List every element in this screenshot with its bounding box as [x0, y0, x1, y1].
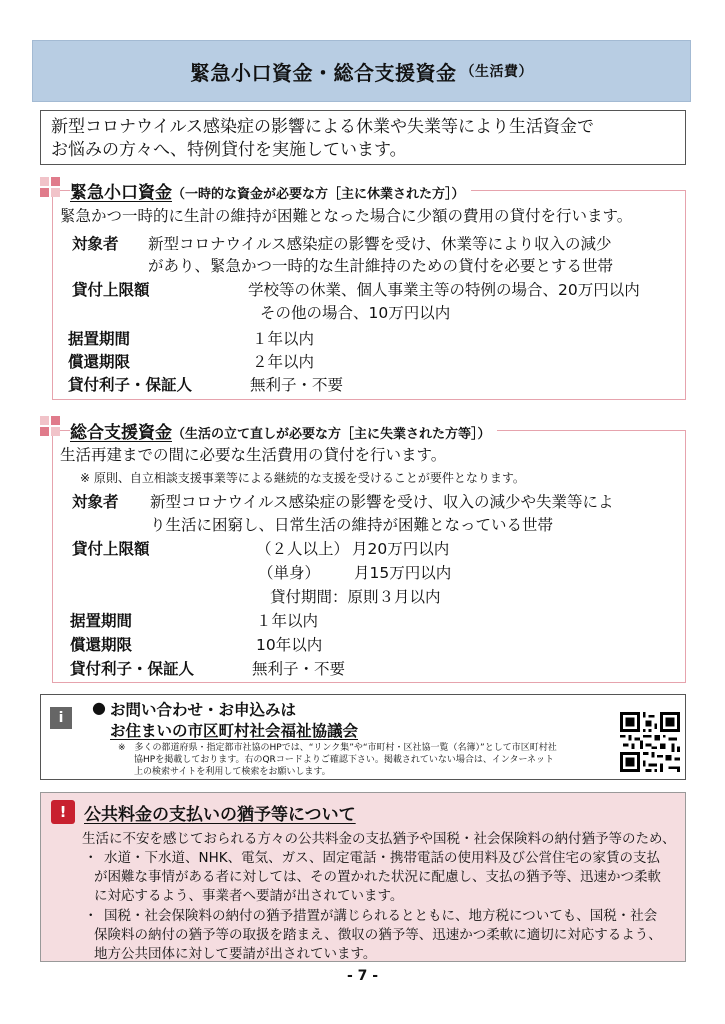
intro-box [40, 110, 686, 165]
general-interest-label: 貸付利子・保証人 [70, 660, 195, 678]
info-icon: i [50, 707, 72, 729]
general-note: ※ 原則、自立相談支援事業等による継続的な支援を受けることが要件となります。 [80, 471, 525, 485]
general-title-main: 総合支援資金 [70, 423, 172, 443]
emergency-target-line-2: があり、緊急かつ一時的な生計維持のための貸付を必要とする世帯 [148, 257, 614, 275]
public-fees-item2-line-3: 地方公共団体に対して要請が出されています。 [94, 946, 377, 962]
public-fees-title: 公共料金の支払いの猶予等について [84, 805, 356, 825]
general-limit-single-value: 月15万円以内 [354, 564, 452, 582]
public-fees-item1-line-1: 水道・下水道、NHK、電気、ガス、固定電話・携帯電話の使用料及び公営住宅の家賃の支払 [104, 850, 661, 866]
qr-code-icon[interactable] [620, 712, 680, 772]
general-target-label: 対象者 [72, 493, 119, 511]
intro-line-1: 新型コロナウイルス感染症の影響による休業や失業等により生活資金で [51, 117, 594, 137]
emergency-limit-line-2: その他の場合、10万円以内 [260, 304, 451, 322]
section-marker-icon [40, 416, 62, 438]
emergency-interest-value: 無利子・不要 [250, 376, 344, 394]
emergency-target-label: 対象者 [72, 235, 119, 253]
general-grace-value: １年以内 [256, 612, 319, 630]
bullet-icon: ・ [84, 908, 98, 924]
public-fees-item2-line-1: 国税・社会保険料の納付の猶予措置が講じられるとともに、地方税についても、国税・社会 [104, 908, 658, 924]
general-grace-label: 据置期間 [70, 612, 133, 630]
general-limit-label: 貸付上限額 [72, 540, 150, 558]
bullet-icon: ・ [84, 850, 98, 866]
emergency-repay-label: 償還期限 [68, 353, 131, 371]
public-fees-item2-line-2: 保険料の納付の猶予等の取扱を踏まえ、徴収の猶予等、迅速かつ柔軟に適切に対応するよう、 [94, 927, 662, 943]
alert-icon: ! [51, 800, 75, 824]
emergency-title-note: （一時的な資金が必要な方［主に休業された方］） [172, 187, 465, 202]
emergency-target-line-1: 新型コロナウイルス感染症の影響を受け、休業等により収入の減少 [148, 235, 612, 253]
public-fees-item1-line-2: が困難な事情がある者に対しては、その置かれた状況に配慮し、支払の猶予等、迅速かつ柔軟 [94, 869, 661, 885]
section-marker-icon [40, 177, 62, 199]
public-fees-item1-line-3: に対応するよう、事業者へ要請が出されています。 [94, 888, 404, 904]
general-target-line-1: 新型コロナウイルス感染症の影響を受け、収入の減少や失業等によ [150, 493, 614, 511]
emergency-interest-label: 貸付利子・保証人 [68, 376, 193, 394]
emergency-title-main: 緊急小口資金 [70, 183, 172, 203]
emergency-title [70, 178, 471, 203]
emergency-limit-line-1: 学校等の休業、個人事業主等の特例の場合、20万円以内 [248, 281, 640, 299]
page-header [32, 40, 691, 102]
general-interest-value: 無利子・不要 [252, 660, 346, 678]
contact-note-line-3: 上の検索サイトを利用して検索をお願いします。 [134, 767, 331, 777]
page-number: - 7 - [346, 968, 379, 984]
general-limit-multi-label: （２人以上） [256, 540, 350, 558]
public-fees-intro: 生活に不安を感じておられる方々の公共料金の支払猶予や国税・社会保険料の納付猶予等のため、 [82, 831, 676, 847]
contact-line-2: お住まいの市区町村社会福祉協議会 [110, 722, 359, 740]
general-title-note: （生活の立て直しが必要な方［主に失業された方等］） [172, 427, 491, 442]
intro-line-2: お悩みの方々へ、特例貸付を実施しています。 [51, 140, 407, 160]
general-repay-value: 10年以内 [256, 636, 323, 654]
contact-line-1: お問い合わせ・お申込みは [110, 701, 297, 719]
contact-note-line-1: ※ 多くの都道府県・指定都市社協のHPでは、“リンク集”や“市町村・区社協一覧（名簿）”として市区町村社 [118, 743, 557, 753]
emergency-grace-value: １年以内 [252, 330, 315, 348]
general-limit-multi-value: 月20万円以内 [352, 540, 450, 558]
general-limit-single-label: （単身） [258, 564, 321, 582]
emergency-grace-label: 据置期間 [68, 330, 131, 348]
emergency-repay-value: ２年以内 [252, 353, 315, 371]
general-repay-label: 償還期限 [70, 636, 133, 654]
contact-note [118, 742, 557, 778]
emergency-desc: 緊急かつ一時的に生計の維持が困難となった場合に少額の費用の貸付を行います。 [60, 207, 633, 225]
general-target-line-2: り生活に困窮し、日常生活の維持が困難となっている世帯 [150, 516, 554, 534]
emergency-limit-label: 貸付上限額 [72, 281, 150, 299]
general-desc: 生活再建までの間に必要な生活費用の貸付を行います。 [60, 446, 447, 464]
general-title [70, 418, 497, 443]
header-title: 緊急小口資金・総合支援資金 [190, 60, 457, 85]
bullet-icon: ● [92, 698, 106, 717]
header-subtitle: （生活費） [460, 64, 533, 80]
general-limit-period: 貸付期間：原則３月以内 [270, 588, 441, 606]
contact-note-line-2: 協HPを掲載しております。右のQRコードよりご確認下さい。掲載されていない場合は、インターネット [134, 755, 555, 765]
